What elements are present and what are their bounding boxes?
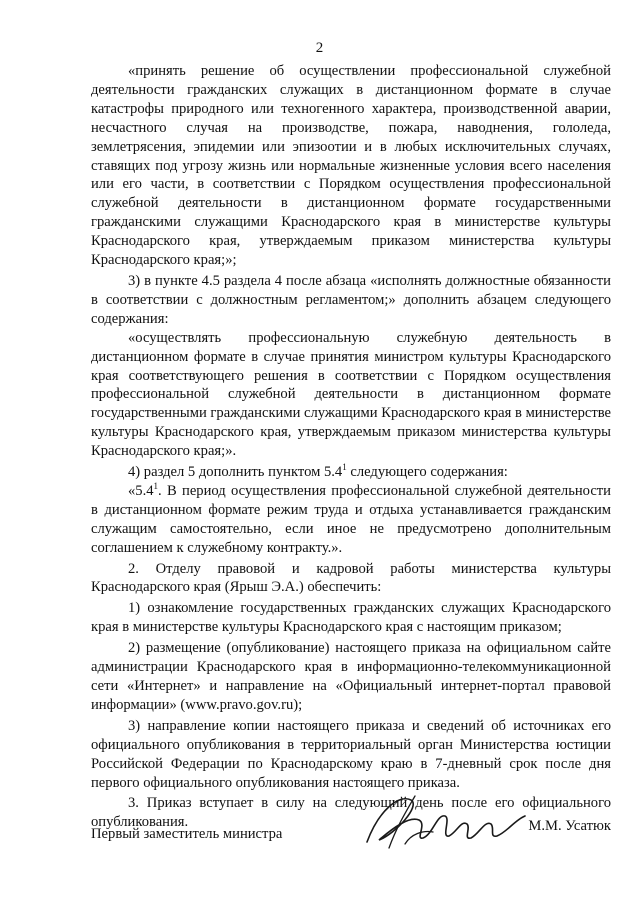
page-number: 2 (315, 40, 324, 56)
paragraph-section-2-item-2: 2) размещение (опубликование) настоящего приказа на официальном сайте администрации Краснодарского края в информационно-телекоммуникационной сети «Интернет» и направление на «Официальный интернет-портал правовой информации» (www.pravo.gov.ru); (91, 640, 611, 713)
paragraph-decision-quote: «принять решение об осуществлении профессиональной служебной деятельности гражданских служащих в дистанционном формате в случае катастрофы природного или техногенного характера, производственной аварии, несчастного случая на производстве, пожара, наводнения, гололеда, землетрясения, эпидемии или эпизоотии и в любых исключительных случаях, ставящих под угрозу жизнь или нормальные жизненные условия всего населения или его части, в соответствии с Порядком осуществления профессиональной служебной деятельности в дистанционном формате государственными гражданскими служащими Краснодарского края в министерстве культуры Краснодарского края, утверждаемым приказом министерства культуры Краснодарского края;»; (91, 63, 611, 269)
paragraph-duty-quote: «осуществлять профессиональную служебную деятельность в дистанционном формате в случае принятия министром культуры Краснодарского края соответствующего решения в соответствии с Порядком осуществления профессиональной служебной деятельности в дистанционном формате государственными гражданскими служащими Краснодарского края в министерстве культуры Краснодарского края, утверждаемым приказом министерства культуры Краснодарского края;». (91, 329, 611, 460)
handwritten-signature (349, 790, 529, 860)
clause-5-4-number: «5.4 (128, 482, 154, 499)
item-4-text: 4) раздел 5 дополнить пунктом 5.4 (128, 464, 343, 481)
clause-5-4-text: . В период осуществления профессиональной служебной деятельности в дистанционном формате режим труда и отдыха устанавливается гражданским служащим самостоятельно, если иное не предусмотрено дополнительным соглашением к служебному контракту.». (91, 482, 611, 556)
item-4-text-end: следующего содержания: (346, 464, 508, 481)
signer-name: М.М. Усатюк (528, 818, 611, 834)
signer-position: Первый заместитель министра (91, 826, 283, 842)
item-4-superscript: 1 (342, 462, 347, 473)
document-body (91, 62, 611, 832)
paragraph-item-3: 3) в пункте 4.5 раздела 4 после абзаца «исполнять должностные обязанности в соответствии с должностным регламентом;» дополнить абзацем следующего содержания: (91, 272, 611, 327)
signature-block (91, 812, 611, 882)
paragraph-section-3: 3. Приказ вступает в силу на следующий день после его официального опубликования. (91, 795, 611, 831)
paragraph-section-2: 2. Отделу правовой и кадровой работы министерства культуры Краснодарского края (Ярыш Э.А.) обеспечить: (91, 560, 611, 596)
paragraph-clause-5-4 (91, 482, 611, 558)
paragraph-section-2-item-3: 3) направление копии настоящего приказа и сведений об источниках его официального опубликования в территориальный орган Министерства юстиции Российской Федерации по Краснодарскому краю в 7-дневный срок после дня первого официального опубликования настоящего приказа. (91, 717, 611, 791)
paragraph-section-2-item-1: 1) ознакомление государственных гражданских служащих Краснодарского края в министерстве культуры Краснодарского края с настоящим приказом; (91, 600, 611, 636)
paragraph-item-4 (91, 463, 611, 482)
clause-5-4-superscript: 1 (153, 481, 159, 492)
